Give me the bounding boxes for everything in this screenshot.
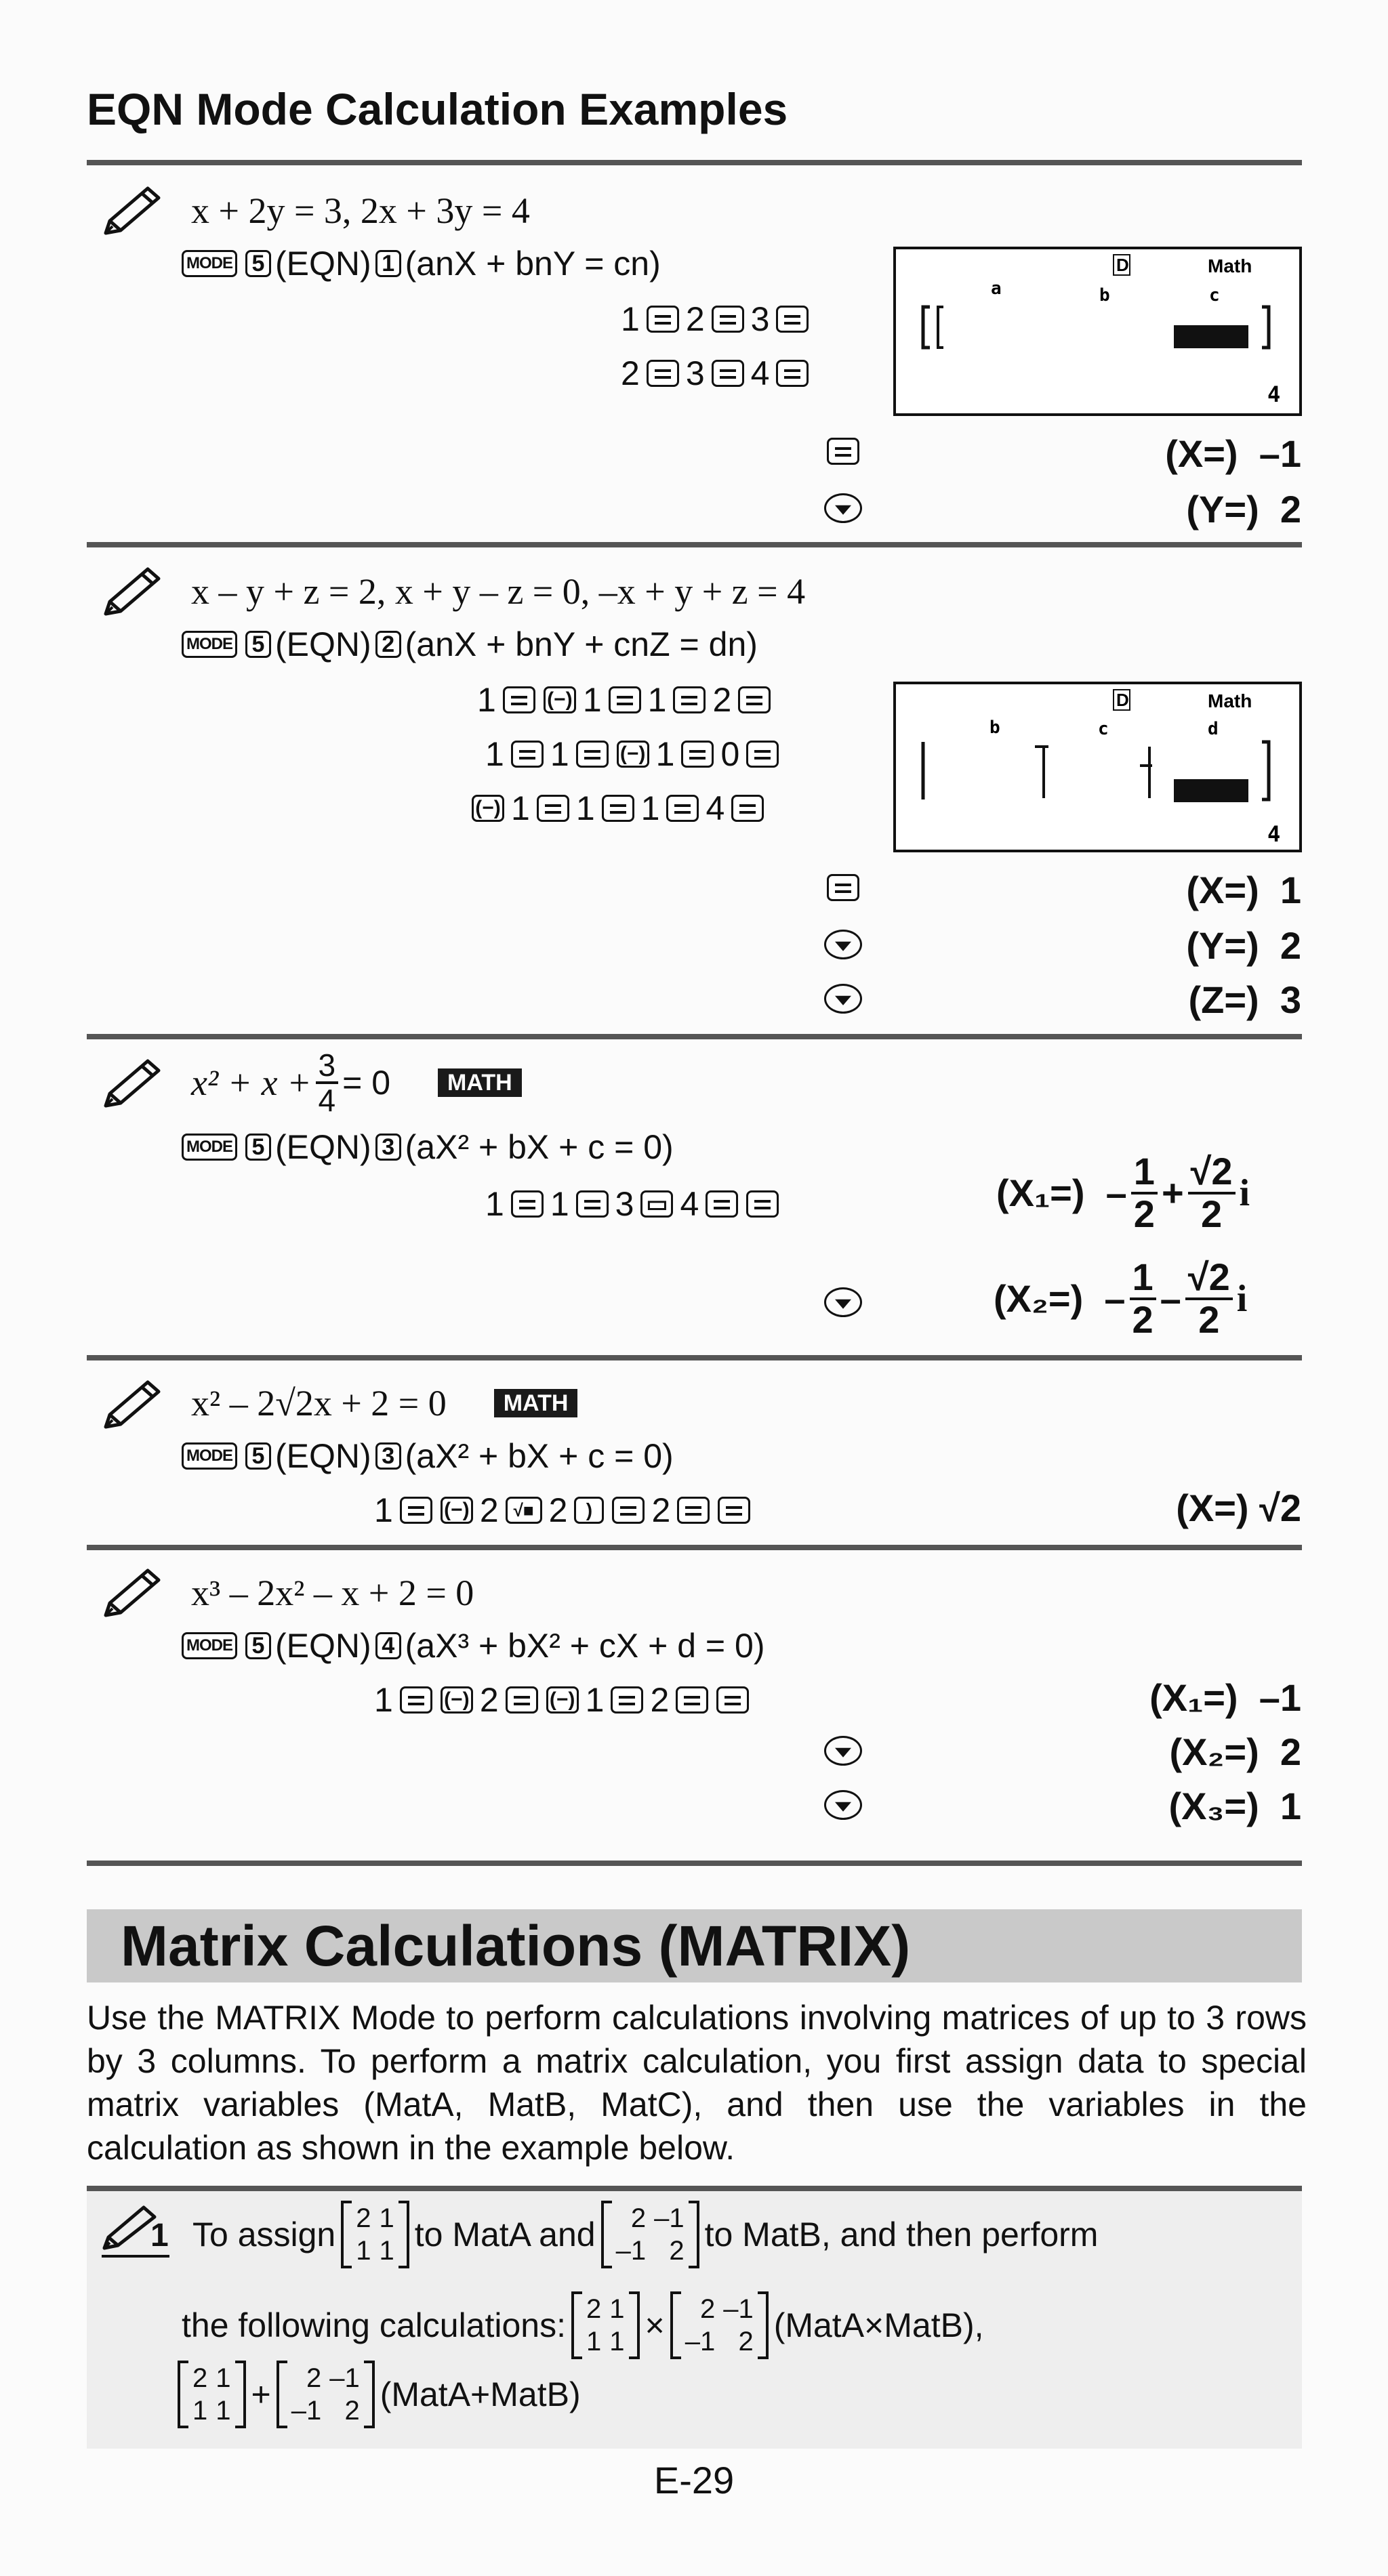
mode-key: MODE [182,1134,237,1161]
key-2: 2 [375,631,401,658]
matrix-a: 2 1 1 1 [571,2291,640,2359]
section-heading: Matrix Calculations (MATRIX) [121,1914,911,1978]
key-3: 3 [375,1134,401,1161]
equals-key [647,306,679,333]
calculator-screen [893,682,1302,852]
equals-key [576,1190,609,1218]
eqn-label: (EQN) [275,625,371,663]
pencil-icon [100,1378,163,1432]
matrix-b: 2 –1 –1 2 [601,2201,699,2268]
example-text-line: 2 1 1 1 + 2 –1 –1 2 (MatA+MatB) [178,2359,581,2430]
page-number: E-29 [653,2459,735,2501]
equation-form: (anX + bnY = cn) [405,245,661,283]
equals-key [827,874,859,901]
result: (X₃=) 1 [1168,1785,1301,1827]
negative-key: (−) [441,1497,473,1524]
down-arrow-icon [824,984,862,1014]
input-row: 1 (−) 2 √■ 2 ) 2 [371,1493,754,1527]
equation: x – y + z = 2, x + y – z = 0, –x + y + z = 4 [191,571,806,612]
equals-key-step [823,438,863,465]
equals-key [776,360,809,387]
equals-key [677,1497,710,1524]
equals-key [776,306,809,333]
equals-key [602,795,634,822]
screen-col-label: c [1098,719,1109,739]
input-row: 1 (−) 1 1 2 [474,683,775,717]
divider [87,1355,1302,1360]
intro-paragraph: Use the MATRIX Mode to perform calculations involving matrices of up to 3 rows by 3 columns. To perform a matrix calculation, you first assign data to special matrix variables (MatA, MatB, MatC), and then use the variables in the calculation as shown in the example below. [87,1999,1307,2167]
mode-key: MODE [182,250,237,277]
equals-key [738,686,771,713]
down-arrow-icon [824,1790,862,1820]
eqn-label: (EQN) [275,1627,371,1665]
result: (X=) √2 [1176,1487,1301,1529]
negative-key: (−) [544,686,576,713]
result: (X₁=) –1 [1149,1676,1301,1719]
coef: 4 [750,354,770,392]
coef: 1 [621,300,640,338]
math-badge: MATH [438,1068,522,1097]
pencil-icon [100,1566,163,1621]
screen-indicator: D [1116,255,1129,275]
equals-key [712,360,744,387]
screen-col-label: b [989,718,1000,738]
coef: 2 [685,300,705,338]
calculator-screen [893,247,1302,416]
key-3: 3 [375,1442,401,1470]
equals-key [400,1497,432,1524]
input-row: (−) 1 1 1 4 [468,791,768,825]
mode-key: MODE [182,1632,237,1659]
page-title: EQN Mode Calculation Examples [87,84,788,134]
matrix-b: 2 –1 –1 2 [670,2291,769,2359]
equals-key [706,1190,738,1218]
screen-value: 4 [1267,821,1281,847]
divider [87,160,1302,165]
result: (Z=) 3 [1188,978,1301,1021]
key-5: 5 [245,1134,271,1161]
result: (X=) 1 [1186,869,1301,911]
equals-key [611,1686,643,1713]
equals-key [827,438,859,465]
screen-col-label: a [991,278,1002,299]
matrix-b: 2 –1 –1 2 [277,2361,375,2428]
divider [87,1034,1302,1039]
equation: x² + x + $\frac{3}{4}$ = 0 MATH [191,1049,522,1117]
equals-key [506,1686,538,1713]
right-paren-key: ) [574,1497,604,1524]
equals-key [537,795,569,822]
equals-key [681,741,714,768]
equation-form: (aX² + bX + c = 0) [405,1437,674,1475]
input-row [618,302,813,336]
equals-key-step [823,874,863,901]
sqrt-key: √■ [506,1497,542,1524]
down-arrow-key [820,1287,866,1317]
down-arrow-key [820,493,866,523]
negative-key: (−) [472,795,504,822]
result: (X₂=) – 1 2 – √2 2 i [994,1255,1248,1341]
example-number: 1 [150,2218,169,2253]
key-5: 5 [245,1632,271,1659]
negative-key: (−) [617,741,649,768]
equals-key [612,1497,645,1524]
key-sequence [178,1629,764,1663]
eqn-label: (EQN) [275,1437,371,1475]
down-arrow-key [820,930,866,959]
screen-col-label: d [1208,719,1219,739]
screen-math-label: Math [1208,255,1252,276]
equals-key [511,741,544,768]
key-sequence [178,1439,674,1473]
key-4: 4 [375,1632,401,1659]
equals-key [647,360,679,387]
equals-key [503,686,535,713]
equals-key [676,1686,708,1713]
key-sequence [178,1130,674,1164]
screen-value: 4 [1267,381,1281,407]
coef: 3 [750,300,770,338]
coef: 2 [621,354,640,392]
down-arrow-icon [824,930,862,959]
input-row: 1 1 (−) 1 0 [483,737,783,771]
eqn-label: (EQN) [275,245,371,283]
screen-col-label: c [1209,285,1220,306]
key-sequence [178,247,661,281]
equals-key [731,795,764,822]
mode-key: MODE [182,631,237,658]
down-arrow-icon [824,1736,862,1766]
screen-col-label: b [1099,285,1110,306]
negative-key: (−) [546,1686,579,1713]
equation-form: (aX² + bX + c = 0) [405,1128,674,1166]
equation: x + 2y = 3, 2x + 3y = 4 [191,190,530,231]
screen-math-label: Math [1208,690,1252,711]
equals-key [746,1190,779,1218]
input-row: 1 1 3 ▭ 4 [483,1187,783,1221]
down-arrow-key [820,984,866,1014]
divider [87,542,1302,547]
math-badge: MATH [494,1389,578,1417]
key-5: 5 [245,1442,271,1470]
screen-indicator: D [1116,690,1129,710]
equation: x³ – 2x² – x + 2 = 0 [191,1573,474,1613]
equals-key [746,741,779,768]
divider [87,2186,1302,2191]
equation-form: (anX + bnY + cnZ = dn) [405,625,758,663]
down-arrow-icon [824,493,862,523]
result: (X=) –1 [1165,432,1301,475]
eqn-label: (EQN) [275,1128,371,1166]
matrix-a: 2 1 1 1 [178,2361,246,2428]
equals-key [400,1686,432,1713]
equals-key [511,1190,544,1218]
divider [87,1861,1302,1866]
equation-form: (aX³ + bX² + cX + d = 0) [405,1627,765,1665]
result: (X₁=) – 1 2 + $\frac{√2}{2}$ i [996,1150,1250,1235]
coef: 3 [685,354,705,392]
fraction-key: ▭ [640,1190,673,1218]
pencil-icon [100,565,163,619]
example-text-line: the following calculations: 2 1 1 1 × 2 –1 –1 2 (MatA×MatB), [182,2290,984,2361]
input-row: 1 (−) 2 (−) 1 2 [371,1683,753,1717]
equals-key [718,1497,750,1524]
down-arrow-key [820,1790,866,1820]
divider [87,1545,1302,1550]
equation: x² – 2√2x + 2 = 0 MATH [191,1385,577,1421]
result: (Y=) 2 [1186,924,1301,967]
down-arrow-icon [824,1287,862,1317]
key-5: 5 [245,250,271,277]
pencil-icon [100,1057,163,1111]
equals-key [609,686,641,713]
input-row [618,356,813,390]
equals-key [712,306,744,333]
mode-key: MODE [182,1442,237,1470]
key-sequence [178,627,758,661]
pencil-icon [100,184,163,238]
equals-key [666,795,699,822]
result: (X₂=) 2 [1169,1730,1301,1773]
example-text-line: To assign 2 1 1 1 to MatA and 2 –1 –1 2 to MatB, and then perform [192,2199,1098,2270]
negative-key: (−) [441,1686,473,1713]
key-1: 1 [375,250,401,277]
key-5: 5 [245,631,271,658]
equals-key [576,741,609,768]
result: (Y=) 2 [1186,488,1301,531]
equals-key [716,1686,749,1713]
matrix-a: 2 1 1 1 [341,2201,409,2268]
down-arrow-key [820,1736,866,1766]
equals-key [673,686,706,713]
